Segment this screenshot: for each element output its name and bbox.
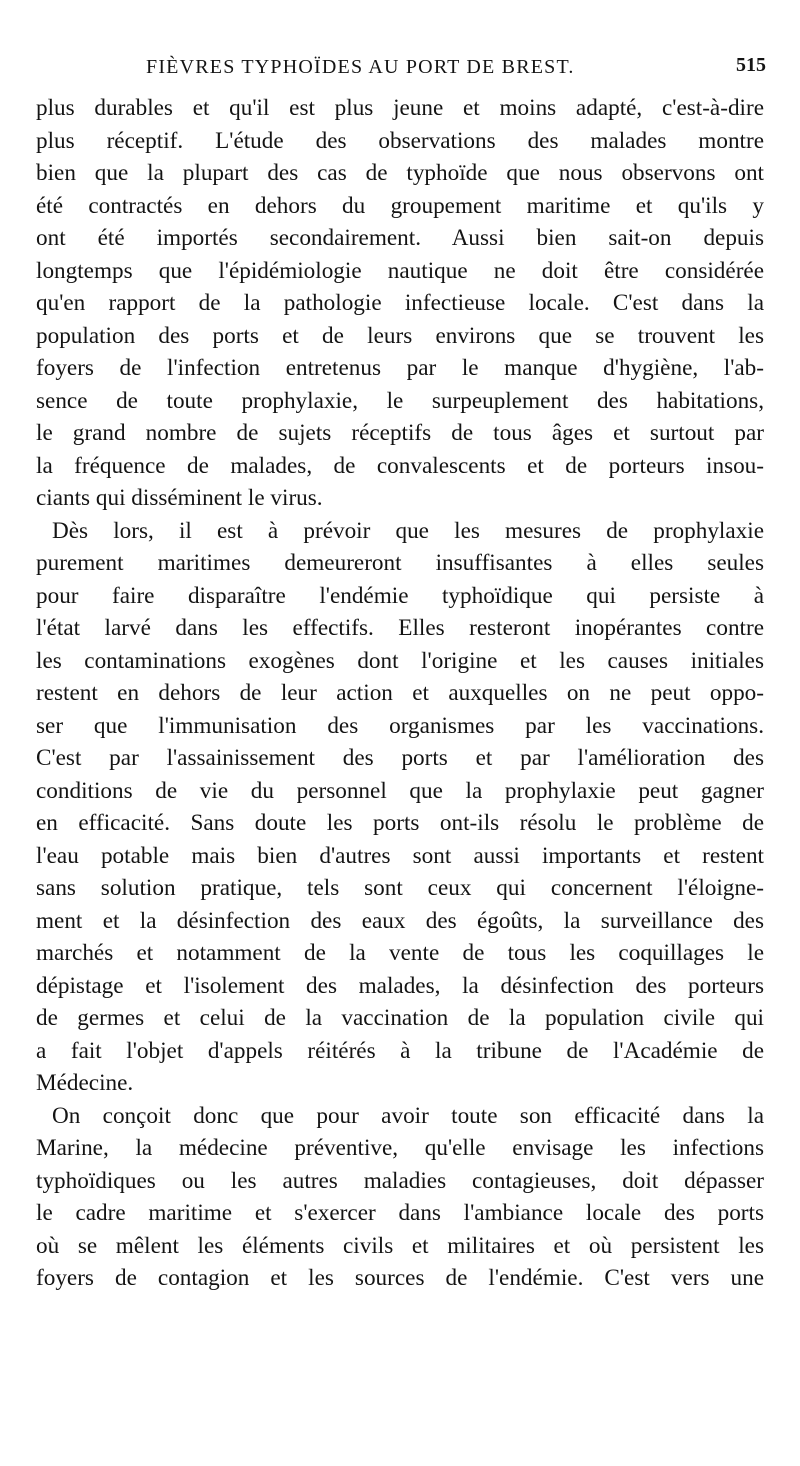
text-line: marchés et notamment de la vente de tous les coquillages le (36, 940, 764, 966)
text-line: foyers de l'infection entretenus par le manque d'hygiène, l'ab- (36, 355, 764, 381)
text-line: Médecine. (36, 1070, 134, 1096)
text-line: restent en dehors de leur action et auxquelles on ne peut oppo- (36, 680, 764, 706)
text-line: longtemps que l'épidémiologie nautique ne doit être considérée (36, 257, 764, 284)
text-line: population des ports et de leurs environs que se trouvent les (36, 322, 764, 349)
text-line: de germes et celui de la vaccination de la population civile qui (36, 1005, 764, 1031)
page-number: 515 (736, 54, 766, 76)
running-header (30, 52, 766, 88)
text-line: le cadre maritime et s'exercer dans l'ambiance locale des ports (36, 1200, 764, 1226)
text-line: a fait l'objet d'appels réitérés à la tribune de l'Académie de (36, 1037, 764, 1064)
text-line: pour faire disparaître l'endémie typhoïdique qui persiste à (36, 582, 764, 609)
text-line: en efficacité. Sans doute les ports ont-ils résolu le problème de (36, 810, 764, 836)
text-line: plus durables et qu'il est plus jeune et moins adapté, c'est-à-dire (36, 95, 764, 121)
running-title: FIÈVRES TYPHOÏDES AU PORT DE BREST. (146, 56, 575, 78)
text-line: conditions de vie du personnel que la prophylaxie peut gagner (36, 777, 764, 804)
text-line: les contaminations exogènes dont l'origine et les causes initiales (36, 647, 764, 674)
text-line: sence de toute prophylaxie, le surpeuplement des habitations, (36, 387, 764, 414)
text-line: l'état larvé dans les effectifs. Elles resteront inopérantes contre (36, 615, 764, 641)
text-line: sans solution pratique, tels sont ceux qui concernent l'éloigne- (36, 875, 764, 901)
body-text (36, 92, 764, 1295)
text-line: typhoïdiques ou les autres maladies contagieuses, doit dépasser (36, 1167, 764, 1194)
paragraph-1 (36, 92, 764, 515)
text-line: Dès lors, il est à prévoir que les mesures de prophylaxie (52, 517, 764, 544)
text-line: où se mêlent les éléments civils et militaires et où persistent les (36, 1232, 764, 1259)
text-line: dépistage et l'isolement des malades, la désinfection des porteurs (36, 972, 764, 999)
text-line: ser que l'immunisation des organismes par les vaccinations. (36, 712, 764, 739)
text-line: foyers de contagion et les sources de l'endémie. C'est vers une (36, 1265, 764, 1291)
text-line: ciants qui disséminent le virus. (36, 485, 323, 511)
text-line: qu'en rapport de la pathologie infectieuse locale. C'est dans la (36, 290, 764, 316)
text-line: purement maritimes demeureront insuffisantes à elles seules (36, 550, 764, 576)
text-line: bien que la plupart des cas de typhoïde que nous observons ont (36, 160, 764, 186)
paragraph-2 (36, 515, 764, 1100)
text-line: Marine, la médecine préventive, qu'elle envisage les infections (36, 1135, 764, 1161)
text-line: le grand nombre de sujets réceptifs de tous âges et surtout par (36, 420, 764, 446)
text-line: la fréquence de malades, de convalescents et de porteurs insou- (36, 452, 764, 479)
text-line: été contractés en dehors du groupement maritime et qu'ils y (36, 192, 764, 219)
text-line: ont été importés secondairement. Aussi bien sait-on depuis (36, 225, 764, 251)
text-line: On conçoit donc que pour avoir toute son efficacité dans la (52, 1102, 764, 1129)
paragraph-3 (36, 1100, 764, 1295)
text-line: l'eau potable mais bien d'autres sont aussi importants et restent (36, 842, 764, 869)
text-line: plus réceptif. L'étude des observations des malades montre (36, 127, 764, 154)
text-line: ment et la désinfection des eaux des égoûts, la surveillance des (36, 907, 764, 934)
text-line: C'est par l'assainissement des ports et par l'amélioration des (36, 745, 764, 771)
